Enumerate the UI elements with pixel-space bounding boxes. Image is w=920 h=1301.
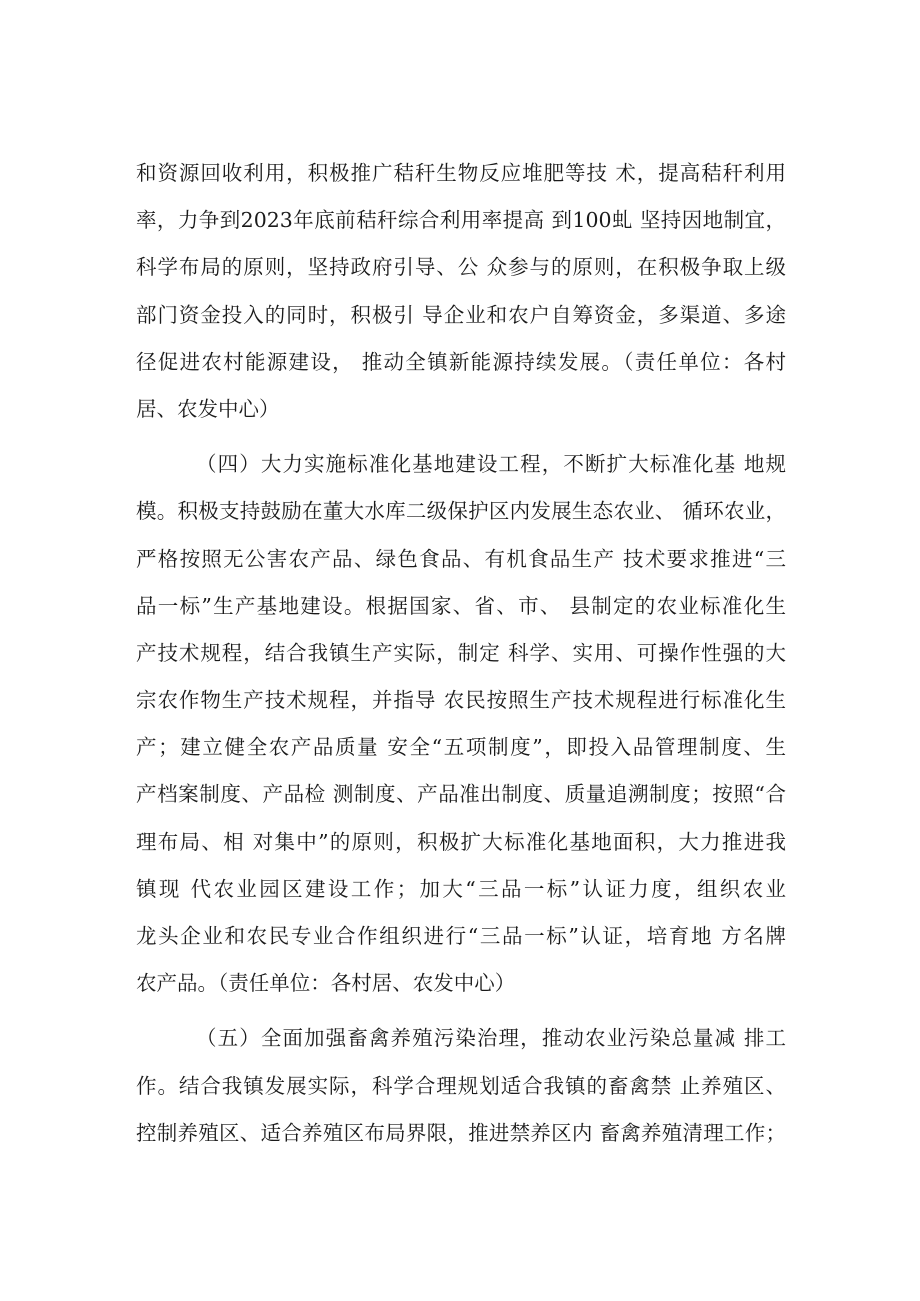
text-line: 品一标”生产基地建设。根据国家、省、市、 县制定的农业标准化生	[136, 593, 786, 618]
text-line: 龙头企业和农民专业合作组织进行“三品一标”认证，培育地 方名牌	[136, 924, 786, 948]
text-line: 模。积极支持鼓励在董大水库二级保护区内发展生态农业、 循环农业，	[136, 499, 786, 524]
text-line: 产档案制度、产品检 测制度、产品准出制度、质量追溯制度；按照“合	[136, 782, 786, 807]
text-line: 居、农发中心）	[136, 396, 280, 421]
text-line: 率，力争到2023年底前秸秆综合利用率提高 到100虬 坚持因地制宜，	[136, 208, 786, 233]
text-line: 控制养殖区、适合养殖区布局界限，推进禁养区内 畜禽养殖清理工作；	[136, 1120, 786, 1145]
text-line: 理布局、相 对集中”的原则，积极扩大标准化基地面积，大力推进我	[136, 829, 786, 854]
paragraph-section-four	[136, 444, 786, 1010]
text-line: 宗农作物生产技术规程，并指导 农民按照生产技术规程进行标准化生	[136, 688, 786, 713]
text-line: 径促进农村能源建设， 推动全镇新能源持续发展。（责任单位：各村	[136, 349, 786, 374]
paragraph-gap	[136, 1010, 786, 1018]
text-line: 科学布局的原则，坚持政府引导、公 众参与的原则，在积极争取上级	[136, 255, 786, 280]
text-line: （五）全面加强畜禽养殖污染治理，推动农业污染总量减 排工	[196, 1026, 786, 1051]
text-line: 农产品。（责任单位：各村居、农发中心）	[136, 971, 516, 996]
text-line: 和资源回收利用，积极推广秸秆生物反应堆肥等技 术，提高秸秆利用	[136, 161, 786, 185]
text-line: 产技术规程，结合我镇生产实际，制定 科学、实用、可操作性强的大	[136, 640, 786, 665]
text-line: 产；建立健全农产品质量 安全“五项制度”，即投入品管理制度、生	[136, 735, 786, 760]
paragraph-section-five	[136, 1018, 786, 1160]
paragraph-gap	[136, 436, 786, 444]
text-line: 严格按照无公害农产品、绿色食品、有机食品生产 技术要求推进“三	[136, 546, 786, 571]
text-line: 作。结合我镇发展实际，科学合理规划适合我镇的畜禽禁 止养殖区、	[136, 1073, 786, 1098]
text-line: （四）大力实施标准化基地建设工程，不断扩大标准化基 地规	[196, 452, 786, 477]
document-body	[136, 153, 786, 1160]
text-line: 部门资金投入的同时，积极引 导企业和农户自筹资金，多渠道、多途	[136, 302, 786, 327]
paragraph-straw-utilization	[136, 153, 786, 436]
text-line: 镇现 代农业园区建设工作；加大“三品一标”认证力度，组织农业	[136, 876, 786, 901]
